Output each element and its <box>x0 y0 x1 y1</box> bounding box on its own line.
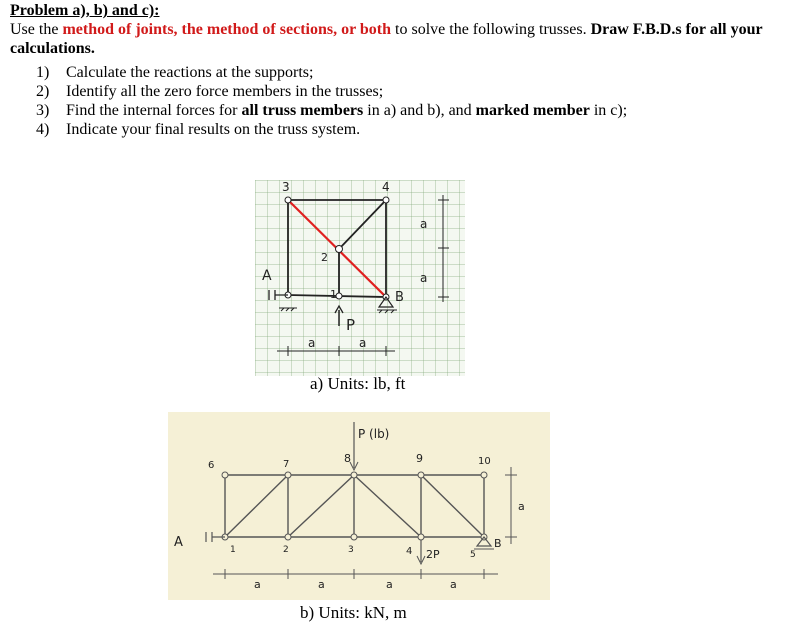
task-list <box>36 63 627 139</box>
joint-label-2: 2 <box>283 545 289 555</box>
joint-label-2: 2 <box>321 251 328 264</box>
joint-label-3: 3 <box>348 545 354 555</box>
support-label-b: B <box>395 290 404 305</box>
support-label-b: B <box>494 537 502 550</box>
problem-title: Problem a), b) and c): <box>10 2 160 19</box>
load-label-p: P <box>346 316 356 334</box>
truss-b-drawing <box>168 412 550 600</box>
joint-label-3: 3 <box>282 180 290 194</box>
dim-label-b-4: a <box>450 578 457 591</box>
truss-a-figure <box>255 180 465 376</box>
dim-label-a-2: a <box>420 271 428 285</box>
problem-intro <box>10 20 780 58</box>
intro-methods: method of joints, the method of sections, or both <box>62 21 392 38</box>
support-a-icon <box>206 532 225 542</box>
intro-text-1: Use the <box>10 21 63 38</box>
load-label-2p: 2P <box>426 548 440 561</box>
joint-label-7: 7 <box>283 459 290 470</box>
task-item-1: 1) Calculate the reactions at the supports; <box>36 64 314 81</box>
joint-label-1: 1 <box>330 288 337 301</box>
joint-label-1: 1 <box>230 545 236 555</box>
dim-label-b-3: a <box>386 578 393 591</box>
joint-label-10: 10 <box>478 456 491 467</box>
dim-label-a-1: a <box>420 217 428 231</box>
joint-label-9: 9 <box>416 452 423 465</box>
support-a-icon <box>269 290 288 300</box>
task-item-3: 3) Find the internal forces for all truss members in a) and b), and marked member in c); <box>36 102 628 119</box>
support-label-a: A <box>262 268 272 284</box>
intro-text-2: to solve the following trusses. <box>391 21 591 38</box>
support-label-a: A <box>174 535 183 550</box>
joint-label-8: 8 <box>344 452 351 465</box>
truss-b-figure <box>168 412 550 600</box>
joint-label-4: 4 <box>406 546 413 557</box>
dim-label-a-4: a <box>359 336 367 350</box>
task-item-4: 4) Indicate your final results on the truss system. <box>36 121 361 138</box>
intro-fbd: Draw F.B.D.s for all your calculations. <box>10 21 763 57</box>
dim-label-b-2: a <box>318 578 325 591</box>
dim-label-a-3: a <box>308 336 316 350</box>
joint-label-5: 5 <box>470 550 476 560</box>
figure-a-caption: a) Units: lb, ft <box>310 374 406 393</box>
joint-label-4: 4 <box>382 180 390 194</box>
dim-label-b-5: a <box>518 500 525 513</box>
task-item-2: 2) Identify all the zero force members in the trusses; <box>36 83 384 100</box>
truss-a-drawing <box>255 180 465 376</box>
dim-label-b-1: a <box>254 578 261 591</box>
joint-label-6: 6 <box>208 460 215 471</box>
figure-b-caption: b) Units: kN, m <box>300 603 407 622</box>
load-label-p-lb: P (lb) <box>358 427 390 441</box>
